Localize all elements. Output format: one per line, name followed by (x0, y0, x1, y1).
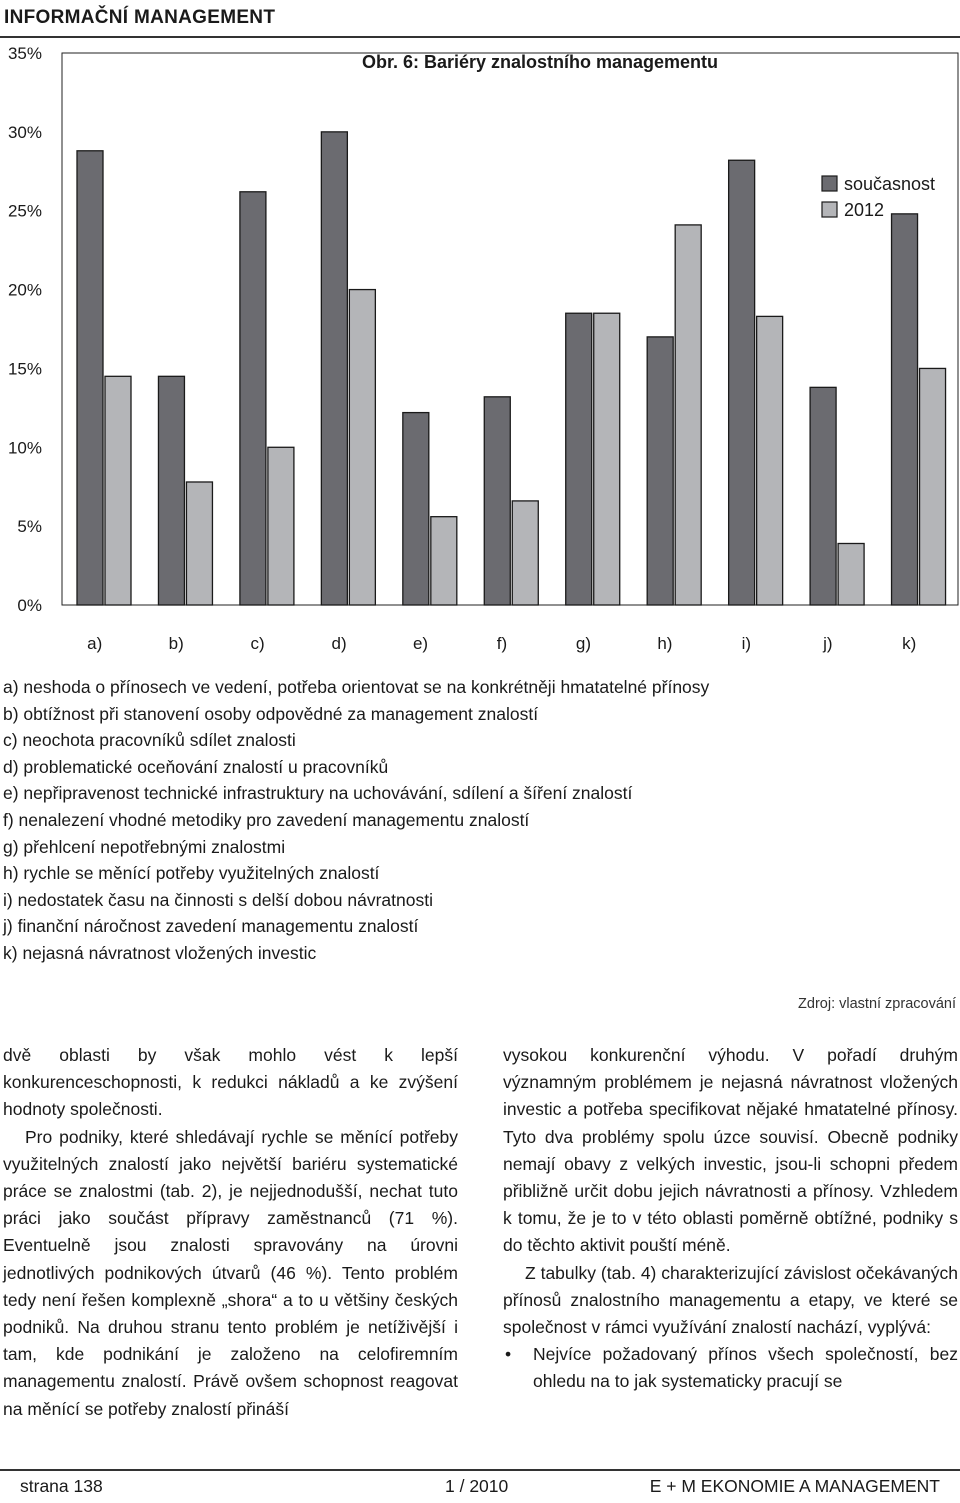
bar-chart (0, 36, 960, 666)
y-tick-label: 20% (7, 280, 42, 300)
bar-e-series-1 (431, 517, 457, 605)
legend-swatch-0 (822, 176, 837, 191)
bar-i-series-1 (757, 316, 783, 605)
y-tick-label: 15% (7, 359, 42, 379)
x-tick-label: d) (331, 634, 347, 653)
bar-e-series-0 (403, 413, 429, 605)
legend-item-0: a) neshoda o přínosech ve vedení, potřeba orientovat se na konkrétněji hmatatelné přínosy (3, 677, 710, 697)
x-tick-label: h) (657, 634, 673, 653)
legend-item-3: d) problematické oceňování znalostí u pracovníků (3, 756, 389, 777)
bullet-text: Nejvíce požadovaný přínos všech společností, bez ohledu na to jak systematicky pracují se (533, 1344, 958, 1392)
x-tick-label: a) (87, 634, 103, 653)
x-tick-label: b) (168, 634, 184, 653)
y-tick-label: 10% (7, 438, 42, 458)
bar-k-series-0 (892, 214, 918, 605)
bar-k-series-1 (920, 368, 946, 605)
bar-f-series-0 (484, 397, 510, 605)
source-note: Zdroj: vlastní zpracování (798, 996, 956, 1012)
footer-issue: 1 / 2010 (445, 1476, 509, 1496)
section-title: INFORMAČNÍ MANAGEMENT (4, 7, 276, 28)
right-column (503, 1042, 958, 1396)
bar-g-series-0 (566, 313, 592, 605)
right-paragraph-1: vysokou konkurenční výhodu. V pořadí druhým významným problémem je nejasná návratnost vložených investic a potřeba specifikovat nějaké hmatatelné přínosy. Tyto dva problémy spolu úzce souvisí. Obecně podniky nemají obavy z velkých investic, jsou-li schopni předem přibližně určit dobu jejich návratnosti a přínosy. Vzhledem k tomu, že je to v této oblasti poměrně obtížné, podniky s do těchto aktivit pouští méně. (503, 1045, 958, 1256)
bar-h-series-1 (675, 225, 701, 605)
y-tick-label: 35% (7, 44, 42, 63)
y-tick-label: 30% (7, 122, 42, 142)
legend-label-0: současnost (844, 174, 936, 194)
x-tick-label: c) (250, 634, 265, 653)
legend-item-5: f) nenalezení vhodné metodiky pro zavedení managementu znalostí (3, 809, 530, 830)
left-column (3, 1042, 458, 1423)
bar-j-series-1 (838, 543, 864, 605)
legend-swatch-1 (822, 202, 837, 217)
right-paragraph-2: Z tabulky (tab. 4) charakterizující závislost očekávaných přínosů znalostního managementu a etapy, ve které se společnost v rámci využívání znalostí nachází, vyplývá: (503, 1262, 958, 1338)
legend-item-7: h) rychle se měnící potřeby využitelných znalostí (3, 863, 380, 884)
x-tick-label: i) (741, 634, 752, 653)
chart-title: Obr. 6: Bariéry znalostního managementu (361, 52, 719, 72)
bar-c-series-0 (240, 192, 266, 605)
bar-h-series-0 (647, 337, 673, 605)
chart-svg (0, 36, 960, 666)
y-tick-label: 0% (17, 596, 42, 615)
bar-j-series-0 (810, 387, 836, 605)
bar-f-series-1 (512, 501, 538, 605)
bar-i-series-0 (729, 160, 755, 605)
legend-item-8: i) nedostatek času na činnosti s delší dobou návratnosti (3, 889, 433, 910)
footer-journal: E + M EKONOMIE A MANAGEMENT (649, 1476, 940, 1496)
legend-item-1: b) obtížnost při stanovení osoby odpovědné za management znalostí (3, 703, 539, 724)
bar-a-series-1 (105, 376, 131, 605)
bar-d-series-0 (321, 132, 347, 605)
bar-g-series-1 (594, 313, 620, 605)
x-tick-label: f) (496, 634, 508, 653)
bar-b-series-0 (158, 376, 184, 605)
legend-item-4: e) nepřipravenost technické infrastruktury na uchovávání, sdílení a šíření znalostí (3, 783, 633, 804)
legend-label-1: 2012 (844, 200, 885, 220)
category-legend (3, 674, 953, 967)
bar-c-series-1 (268, 447, 294, 605)
y-tick-label: 5% (17, 517, 42, 537)
legend-item-10: k) nejasná návratnost vložených investic (3, 942, 317, 963)
y-tick-label: 25% (7, 201, 42, 221)
footer-page: strana 138 (20, 1476, 103, 1496)
x-tick-label: k) (902, 634, 917, 653)
page-footer (0, 1469, 960, 1503)
legend-item-2: c) neochota pracovníků sdílet znalosti (3, 730, 296, 751)
x-tick-label: j) (823, 634, 833, 653)
x-tick-label: g) (575, 634, 592, 653)
bullet-item (503, 1341, 958, 1395)
bar-a-series-0 (77, 151, 103, 605)
x-tick-label: e) (412, 634, 429, 653)
legend-item-9: j) finanční náročnost zavedení managementu znalostí (3, 916, 419, 937)
page-header (0, 0, 960, 38)
left-paragraph-2: Pro podniky, které shledávají rychle se měnící potřeby využitelných znalostí jako největší bariéru systematické práce se znalostmi (tab. 2), je nejjednodušší, nechat tuto práci jako součást přípravy zaměstnanců (71 %). Eventuelně jsou znalosti spravovány na úrovni jednotlivých podnikových útvarů (46 %). Tento problém tedy není řešen komplexně „shora“ a to u většiny českých podniků. Na druhou stranu tento problém je netíživější i tam, kde podnikání je založeno na celofiremním managementu znalostí. Právě ovšem schopnost reagovat na měnící se potřeby znalostí přináší (3, 1126, 458, 1419)
bar-d-series-1 (349, 290, 375, 605)
legend-item-6: g) přehlcení nepotřebnými znalostmi (3, 836, 286, 857)
bullet-icon: • (505, 1344, 512, 1365)
left-paragraph-1: dvě oblasti by však mohlo vést k lepší konkurenceschopnosti, k redukci nákladů a ke zvýšení hodnoty společnosti. (3, 1045, 458, 1120)
bar-b-series-1 (186, 482, 212, 605)
